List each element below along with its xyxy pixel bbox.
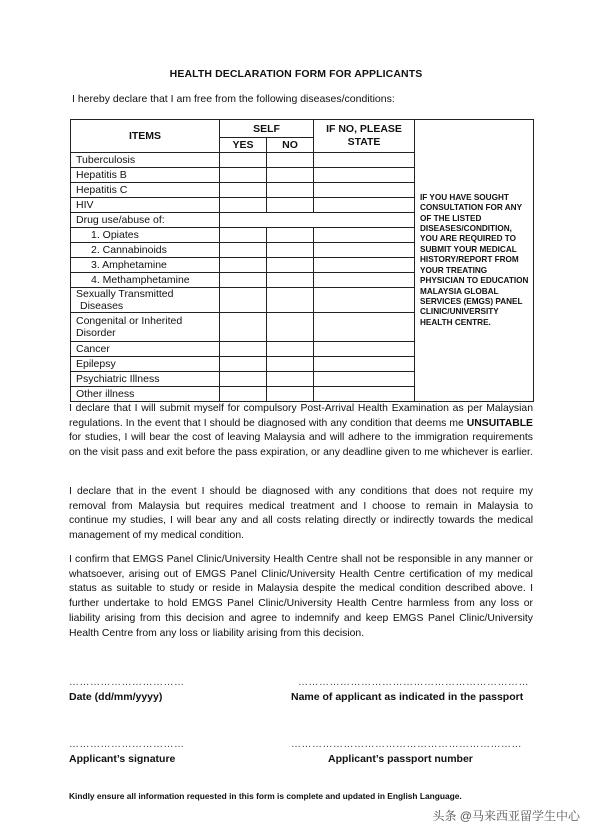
state-cell[interactable]: [314, 387, 415, 402]
congenital-line-1: Congenital or Inherited: [76, 315, 183, 327]
yes-cell[interactable]: [220, 372, 267, 387]
state-cell[interactable]: [314, 258, 415, 273]
row-label-cancer: Cancer: [71, 342, 220, 357]
row-label-methamphetamine: 4. Methamphetamine: [71, 273, 220, 288]
state-cell[interactable]: [314, 313, 415, 342]
row-label-opiates: 1. Opiates: [71, 228, 220, 243]
yes-cell[interactable]: [220, 258, 267, 273]
yes-cell[interactable]: [220, 288, 267, 313]
state-cell[interactable]: [314, 228, 415, 243]
no-cell[interactable]: [267, 273, 314, 288]
std-line-1: Sexually Transmitted: [76, 288, 174, 300]
no-cell[interactable]: [267, 258, 314, 273]
row-label-cannabinoids: 2. Cannabinoids: [71, 243, 220, 258]
signature-label: Applicant’s signature: [69, 753, 176, 765]
signature-dotted-line[interactable]: ……………………………: [69, 739, 185, 750]
row-label-drug-use: Drug use/abuse of:: [71, 213, 220, 228]
drug-header-cell: [220, 213, 415, 228]
row-label-hepatitis-c: Hepatitis C: [71, 183, 220, 198]
no-cell[interactable]: [267, 387, 314, 402]
passport-label: Applicant’s passport number: [328, 753, 473, 765]
row-label-std: [71, 288, 220, 313]
no-cell[interactable]: [267, 168, 314, 183]
row-label-psychiatric: Psychiatric Illness: [71, 372, 220, 387]
no-cell[interactable]: [267, 243, 314, 258]
no-cell[interactable]: [267, 313, 314, 342]
row-label-tuberculosis: Tuberculosis: [71, 153, 220, 168]
yes-cell[interactable]: [220, 387, 267, 402]
state-cell[interactable]: [314, 372, 415, 387]
watermark: 头条 @马来西亚留学生中心: [432, 809, 580, 823]
header-self: SELF: [220, 120, 314, 138]
yes-cell[interactable]: [220, 183, 267, 198]
state-cell[interactable]: [314, 243, 415, 258]
header-items: ITEMS: [71, 120, 220, 153]
no-cell[interactable]: [267, 198, 314, 213]
name-label: Name of applicant as indicated in the passport: [291, 691, 524, 703]
yes-cell[interactable]: [220, 342, 267, 357]
yes-cell[interactable]: [220, 273, 267, 288]
header-yes: YES: [220, 138, 267, 153]
declaration-paragraph-3: I confirm that EMGS Panel Clinic/University Health Centre shall not be responsible in any manner or whatsoever, arising out of EMGS Panel Clinic/University Health Centre certification of my medical status as suitable to study or reside in Malaysia despite the medical condition described above. I further undertake to hold EMGS Panel Clinic/University Health Centre harmless from any loss or liability arising from this decision and agree to indemnify and keep EMGS Panel Clinic/University Health Centre from any loss or liability arising from this decision.: [69, 554, 533, 639]
state-cell[interactable]: [314, 168, 415, 183]
yes-cell[interactable]: [220, 153, 267, 168]
no-cell[interactable]: [267, 357, 314, 372]
health-table: [70, 119, 534, 402]
header-state: IF NO, PLEASE STATE: [314, 120, 415, 153]
no-cell[interactable]: [267, 183, 314, 198]
yes-cell[interactable]: [220, 313, 267, 342]
state-cell[interactable]: [314, 342, 415, 357]
yes-cell[interactable]: [220, 228, 267, 243]
state-cell[interactable]: [314, 198, 415, 213]
state-cell[interactable]: [314, 153, 415, 168]
no-cell[interactable]: [267, 342, 314, 357]
row-label-other: Other illness: [71, 387, 220, 402]
header-no: NO: [267, 138, 314, 153]
intro-text: I hereby declare that I am free from the following diseases/conditions:: [72, 93, 395, 105]
state-cell[interactable]: [314, 357, 415, 372]
std-line-2: Diseases: [80, 300, 124, 312]
state-cell[interactable]: [314, 288, 415, 313]
declaration-paragraph-1: [69, 402, 533, 461]
row-label-hepatitis-b: Hepatitis B: [71, 168, 220, 183]
yes-cell[interactable]: [220, 357, 267, 372]
no-cell[interactable]: [267, 372, 314, 387]
yes-cell[interactable]: [220, 243, 267, 258]
para1-text-a: I declare that I will submit myself for compulsory Post-Arrival Health Examination as per Malaysian regulations. In the event that I should be diagnosed with any condition that deems me: [69, 403, 533, 429]
yes-cell[interactable]: [220, 168, 267, 183]
name-dotted-line[interactable]: …………………………………………………………: [298, 677, 529, 688]
form-title: HEALTH DECLARATION FORM FOR APPLICANTS: [169, 68, 423, 80]
no-cell[interactable]: [267, 228, 314, 243]
row-label-hiv: HIV: [71, 198, 220, 213]
row-label-epilepsy: Epilepsy: [71, 357, 220, 372]
row-label-amphetamine: 3. Amphetamine: [71, 258, 220, 273]
footer-note: Kindly ensure all information requested in this form is complete and updated in English Language.: [69, 791, 462, 801]
no-cell[interactable]: [267, 153, 314, 168]
state-cell[interactable]: [314, 183, 415, 198]
para1-text-c: for studies, I will bear the cost of leaving Malaysia and will adhere to the immigration requirements on the visit pass and exit before the pass expiration, or any deadline given to me whichever is earlier.: [69, 432, 533, 459]
declaration-paragraph-2: I declare that in the event I should be diagnosed with any conditions that does not require my removal from Malaysia but requires medical treatment and I choose to remain in Malaysia to continue my studies, I will bear any and all costs relating directly or indirectly towards the medical management of my medical condition.: [69, 486, 533, 542]
yes-cell[interactable]: [220, 198, 267, 213]
passport-dotted-line[interactable]: …………………………………………………………: [291, 739, 522, 750]
row-label-congenital: [71, 313, 220, 342]
date-label: Date (dd/mm/yyyy): [69, 691, 163, 703]
no-cell[interactable]: [267, 288, 314, 313]
date-dotted-line[interactable]: ……………………………: [69, 677, 185, 688]
unsuitable-word: UNSUITABLE: [466, 417, 533, 429]
state-cell[interactable]: [314, 273, 415, 288]
consultation-note: IF YOU HAVE SOUGHT CONSULTATION FOR ANY OF THE LISTED DISEASES/CONDITION, YOU ARE REQUIRED TO SUBMIT YOUR MEDICAL HISTORY/REPORT FROM YOUR TREATING PHYSICIAN TO EDUCATION MALAYSIA GLOBAL SERVICES (EMGS) PANEL CLINIC/UNIVERSITY HEALTH CENTRE.: [415, 120, 534, 402]
congenital-line-2: Disorder: [76, 327, 116, 339]
